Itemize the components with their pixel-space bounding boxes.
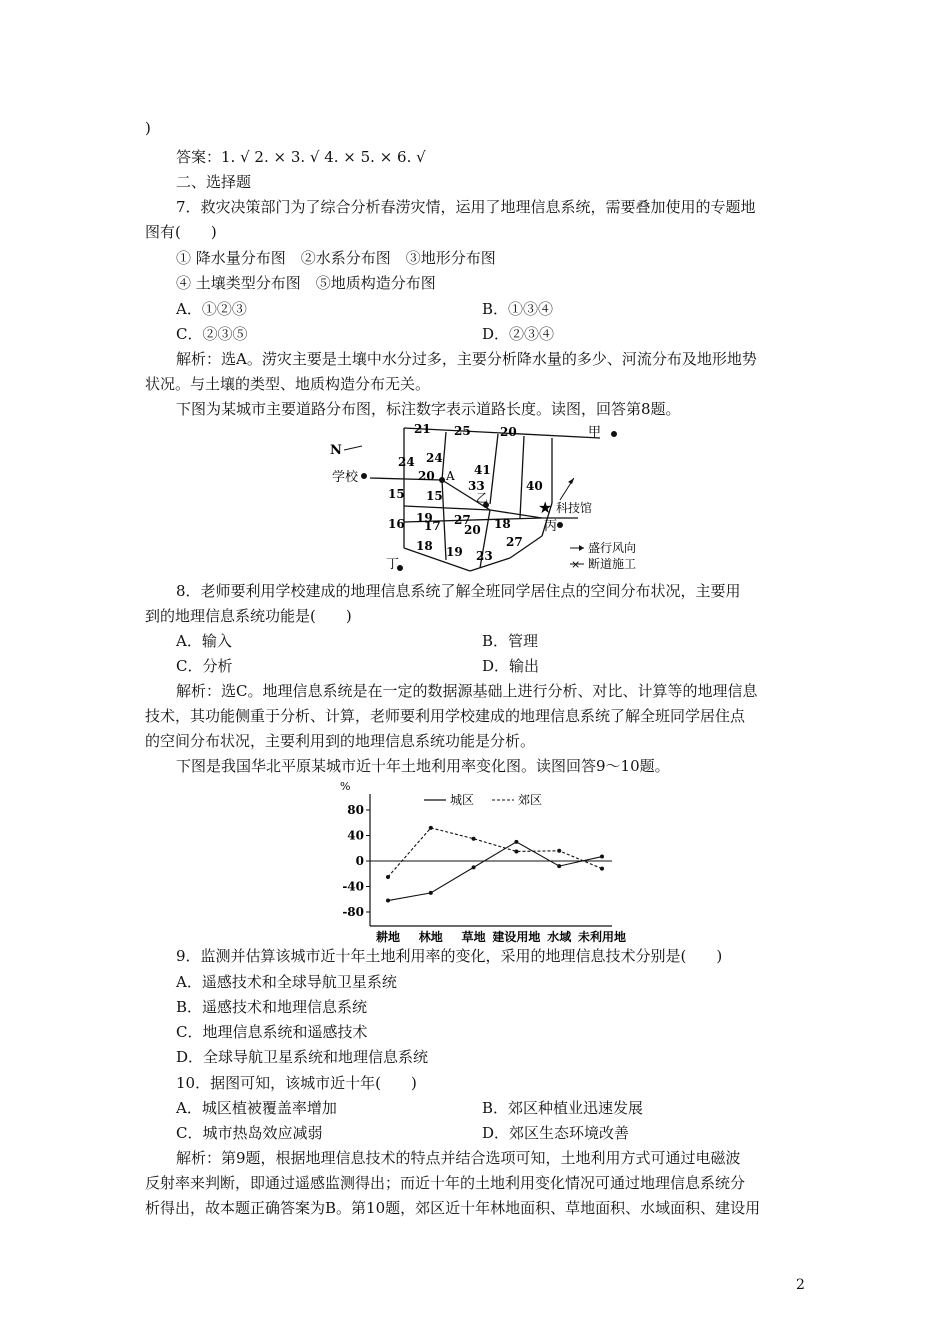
q8-explanation-1: 解析：选C。地理信息系统是在一定的数据源基础上进行分析、对比、计算等的地理信息 [176, 682, 758, 700]
q9-option-b: B．遥感技术和地理信息系统 [176, 998, 368, 1016]
q8-intro: 下图为某城市主要道路分布图，标注数字表示道路长度。读图，回答第8题。 [176, 400, 681, 418]
land-use-chart [340, 778, 650, 943]
bing-label: 丙 [544, 519, 558, 534]
x-tick-label: 草地 [461, 930, 486, 943]
road-length-label: 24 [398, 455, 415, 469]
series-line-0 [388, 842, 602, 901]
museum-label: 科技馆 [556, 501, 593, 515]
q10-option-d: D．郊区生态环境改善 [482, 1124, 630, 1142]
y-tick-label: 40 [347, 828, 364, 843]
road-length-label: 19 [416, 511, 433, 525]
road-length-label: 18 [416, 539, 433, 553]
q7-stem-1: 7．救灾决策部门为了综合分析春涝灾情，运用了地理信息系统，需要叠加使用的专题地 [176, 198, 756, 216]
line-continuation: ) [145, 119, 151, 137]
road-length-label: 19 [446, 545, 463, 559]
q9-option-d: D．全球导航卫星系统和地理信息系统 [176, 1048, 429, 1066]
road-length-label: 40 [526, 479, 543, 493]
q10-option-a: A．城区植被覆盖率增加 [176, 1099, 337, 1117]
road-length-label: 20 [464, 523, 481, 537]
q7-option-b: B．①③④ [482, 300, 554, 318]
q7-explanation-1: 解析：选A。涝灾主要是土壤中水分过多，主要分析降水量的多少、河流分布及地形地势 [176, 350, 757, 368]
x-tick-label: 建设用地 [492, 930, 541, 943]
ding-label: 丁 [386, 557, 400, 572]
north-label: N [330, 443, 342, 458]
road-length-label: 18 [494, 517, 511, 531]
road-length-label: 16 [388, 517, 405, 531]
series-point [386, 875, 390, 879]
q9-option-c: C．地理信息系统和遥感技术 [176, 1023, 368, 1041]
series-point [429, 891, 433, 895]
series-point [472, 837, 476, 841]
blocked-road-icon: × [571, 558, 581, 571]
q8-explanation-3: 的空间分布状况，主要利用到的地理信息系统功能是分析。 [145, 732, 536, 750]
road-length-label: 33 [468, 479, 485, 493]
series-point [557, 864, 561, 868]
road-length-label: 27 [506, 535, 523, 549]
q7-stem-2: 图有( ) [145, 223, 217, 241]
q7-option-c: C．②③⑤ [176, 325, 248, 343]
y-axis-unit: % [340, 780, 351, 793]
y-tick-label: -80 [342, 905, 364, 919]
star-icon: ★ [538, 498, 553, 517]
road-length-label: 20 [418, 469, 435, 483]
legend-suburb: 郊区 [518, 793, 543, 807]
q8-stem-2: 到的地理信息系统功能是( ) [145, 607, 352, 625]
series-point [514, 849, 518, 853]
school-label: 学校 [332, 470, 359, 485]
q7-items-2: ④ 土壤类型分布图 ⑤地质构造分布图 [176, 274, 436, 292]
road-length-label: 27 [454, 513, 471, 527]
series-point [472, 865, 476, 869]
y-tick-label: 0 [355, 854, 364, 868]
series-line-1 [388, 828, 602, 877]
q9-10-explanation-1: 解析：第9题，根据地理信息技术的特点并结合选项可知，土地利用方式可通过电磁波 [176, 1149, 741, 1167]
y-tick-label: 80 [347, 803, 364, 817]
jia-label: 甲 [588, 425, 602, 440]
q8-option-a: A．输入 [176, 632, 232, 650]
series-point [600, 855, 604, 859]
x-tick-label: 林地 [418, 930, 443, 943]
road-length-label: 41 [474, 463, 491, 477]
q8-explanation-2: 技术，其功能侧重于分析、计算，老师要利用学校建成的地理信息系统了解全班同学居住点 [145, 707, 746, 725]
legend-blocked: 断道施工 [588, 557, 637, 571]
road-map-figure [330, 418, 660, 578]
q7-explanation-2: 状况。与土壤的类型、地质构造分布无关。 [145, 375, 431, 393]
road-length-label: 21 [414, 422, 431, 436]
series-point [600, 867, 604, 871]
q9-10-explanation-3: 析得出，故本题正确答案为B。第10题，郊区近十年林地面积、草地面积、水域面积、建设用 [145, 1199, 761, 1217]
point-a-label: A [446, 469, 455, 483]
section-heading: 二、选择题 [176, 173, 252, 191]
q8-option-b: B．管理 [482, 632, 539, 650]
x-tick-label: 水域 [547, 930, 572, 943]
q7-option-a: A．①②③ [176, 300, 247, 318]
q9-option-a: A．遥感技术和全球导航卫星系统 [176, 973, 397, 991]
q8-stem-1: 8．老师要利用学校建成的地理信息系统了解全班同学居住点的空间分布状况，主要用 [176, 582, 741, 600]
x-tick-label: 未利用地 [577, 930, 627, 943]
road-length-label: 17 [424, 519, 441, 533]
q10-stem: 10．据图可知，该城市近十年( ) [176, 1074, 417, 1092]
series-point [514, 840, 518, 844]
yi-label: 乙 [476, 491, 489, 505]
x-tick-label: 耕地 [375, 930, 401, 943]
series-point [429, 826, 433, 830]
q7-option-d: D．②③④ [482, 325, 555, 343]
road-length-label: 15 [426, 489, 443, 503]
q9-10-explanation-2: 反射率来判断，即通过遥感监测得出；而近十年的土地利用变化情况可通过地理信息系统分 [145, 1174, 746, 1192]
road-length-label: 25 [454, 424, 471, 438]
road-length-label: 23 [476, 549, 493, 563]
road-length-label: 20 [500, 425, 517, 439]
road-length-label: 24 [426, 451, 443, 465]
series-point [557, 849, 561, 853]
q9-intro: 下图是我国华北平原某城市近十年土地利用率变化图。读图回答9～10题。 [176, 757, 670, 775]
q10-option-b: B．郊区种植业迅速发展 [482, 1099, 644, 1117]
answer-line: 答案：1. √ 2. × 3. √ 4. × 5. × 6. √ [176, 148, 426, 166]
road-length-label: 15 [388, 487, 405, 501]
series-point [386, 899, 390, 903]
q7-items-1: ① 降水量分布图 ②水系分布图 ③地形分布图 [176, 249, 496, 267]
y-tick-label: -40 [342, 879, 364, 894]
page-number: 2 [796, 1277, 805, 1293]
legend-wind: 盛行风向 [588, 541, 637, 555]
legend-urban: 城区 [450, 793, 475, 807]
q9-stem: 9．监测并估算该城市近十年土地利用率的变化，采用的地理信息技术分别是( ) [176, 947, 723, 965]
q8-option-c: C．分析 [176, 657, 233, 675]
q8-option-d: D．输出 [482, 657, 540, 675]
q10-option-c: C．城市热岛效应减弱 [176, 1124, 323, 1142]
